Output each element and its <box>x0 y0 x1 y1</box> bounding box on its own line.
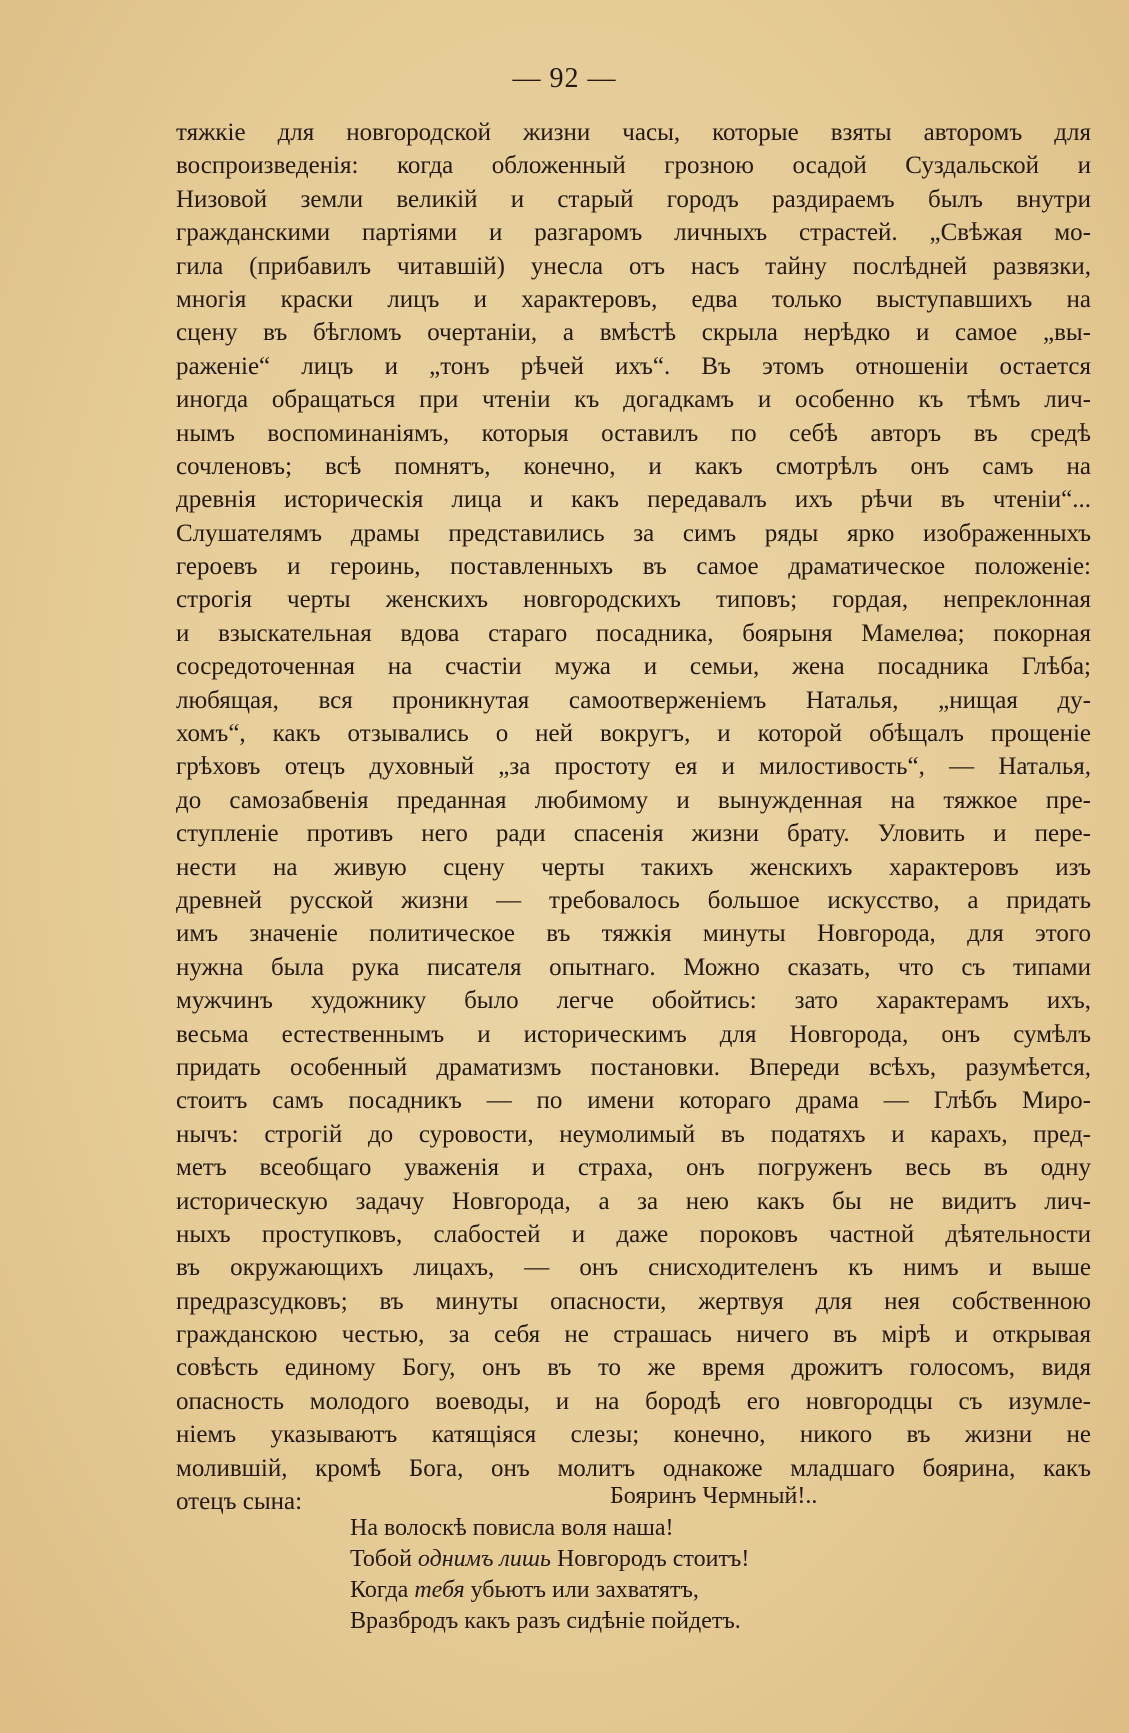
text-line: гражданскою честью, за себя не страшась ничего въ мірѣ и открывая <box>176 1321 1091 1349</box>
text-line: стоитъ самъ посадникъ — по имени котораго драма — Глѣбъ Миро- <box>176 1087 1091 1115</box>
text-line: имъ значеніе политическое въ тяжкія минуты Новгорода, для этого <box>176 920 1091 948</box>
text-line: гражданскими партіями и разгаромъ личныхъ страстей. „Свѣжая мо- <box>176 219 1091 247</box>
text-line: грѣховъ отецъ духовный „за простоту ея и милостивость“, — Наталья, <box>176 753 1091 781</box>
text-line: нужна была рука писателя опытнаго. Можно сказать, что съ типами <box>176 953 1091 981</box>
text-line: Слушателямъ драмы представились за симъ ряды ярко изображенныхъ <box>176 519 1091 547</box>
text-line: гила (прибавилъ читавшій) унесла отъ насъ тайну послѣдней развязки, <box>176 252 1091 280</box>
text-line: придать особенный драматизмъ постановки. Впереди всѣхъ, разумѣется, <box>176 1053 1091 1081</box>
text-line: воспроизведенія: когда обложенный грозною осадой Суздальской и <box>176 152 1091 180</box>
verse-line <box>350 1544 910 1575</box>
text-line: древнія историческія лица и какъ передавалъ ихъ рѣчи въ чтеніи“... <box>176 486 1091 514</box>
text-line: Низовой земли великій и старый городъ раздираемъ былъ внутри <box>176 185 1091 213</box>
text-line: ніемъ указываютъ катящіяся слезы; конечно, никого въ жизни не <box>176 1421 1091 1449</box>
text-line: нычъ: строгій до суровости, неумолимый въ податяхъ и карахъ, пред- <box>176 1120 1091 1148</box>
text-line: до самозабвенія преданная любимому и вынужденная на тяжкое пре- <box>176 786 1091 814</box>
text-line: метъ всеобщаго уваженія и страха, онъ погруженъ весь въ одну <box>176 1154 1091 1182</box>
verse-text: Новгородъ стоитъ! <box>550 1546 750 1572</box>
text-line: тяжкіе для новгородской жизни часы, которые взяты авторомъ для <box>176 119 1091 146</box>
text-line: совѣсть единому Богу, онъ въ то же время дрожитъ голосомъ, видя <box>176 1354 1091 1382</box>
page-number: — 92 — <box>512 63 617 94</box>
verse-line: На волоскѣ повисла воля наша! <box>350 1515 674 1541</box>
text-line: историческую задачу Новгорода, а за нею какъ бы не видитъ лич- <box>176 1187 1091 1215</box>
text-line: нымъ воспоминаніямъ, которыя оставилъ по себѣ авторъ въ средѣ <box>176 419 1091 447</box>
text-line: иногда обращаться при чтеніи къ догадкамъ и особенно къ тѣмъ лич- <box>176 386 1091 414</box>
text-line: въ окружающихъ лицахъ, — онъ снисходителенъ къ нимъ и выше <box>176 1254 1091 1282</box>
text-line: весьма естественнымъ и историческимъ для Новгорода, онъ сумѣлъ <box>176 1020 1091 1048</box>
verse-text: Когда <box>350 1577 415 1603</box>
text-line: раженіе“ лицъ и „тонъ рѣчей ихъ“. Въ этомъ отношеніи остается <box>176 352 1091 380</box>
text-line: строгія черты женскихъ новгородскихъ типовъ; гордая, непреклонная <box>176 586 1091 614</box>
text-line: мужчинъ художнику было легче обойтись: зато характерамъ ихъ, <box>176 987 1091 1015</box>
text-line: опасность молодого воеводы, и на бородѣ его новгородцы съ изумле- <box>176 1387 1091 1415</box>
verse-emphasis: однимъ лишь <box>417 1546 551 1572</box>
verse-emphasis: тебя <box>414 1577 465 1603</box>
verse-speaker: Бояринъ Чермный!.. <box>610 1483 818 1509</box>
verse-line <box>350 1575 910 1606</box>
text-line: многія краски лицъ и характеровъ, едва только выступавшихъ на <box>176 285 1091 313</box>
text-line: предразсудковъ; въ минуты опасности, жертвуя для нея собственною <box>176 1287 1091 1315</box>
text-line: молившій, кромѣ Бога, онъ молитъ однакоже младшаго боярина, какъ <box>176 1454 1091 1482</box>
verse-text: убьютъ или захватятъ, <box>464 1577 699 1603</box>
verse-quote <box>350 1480 910 1637</box>
text-line: древней русской жизни — требовалось большое искусство, а придать <box>176 886 1091 914</box>
text-line: сосредоточенная на счастіи мужа и семьи, жена посадника Глѣба; <box>176 653 1091 681</box>
body-text <box>176 116 1091 1518</box>
text-line: отецъ сына: <box>176 1488 303 1516</box>
verse-line: Вразбродъ какъ разъ сидѣніе пойдетъ. <box>350 1608 741 1634</box>
text-line: ныхъ проступковъ, слабостей и даже пороковъ частной дѣятельности <box>176 1220 1091 1248</box>
text-line: героевъ и героинь, поставленныхъ въ самое драматическое положеніе: <box>176 553 1091 581</box>
text-line: ступленіе противъ него ради спасенія жизни брату. Уловить и пере- <box>176 820 1091 848</box>
text-line: сцену въ бѣгломъ очертаніи, а вмѣстѣ скрыла нерѣдко и самое „вы- <box>176 319 1091 347</box>
text-line: любящая, вся проникнутая самоотверженіемъ Наталья, „нищая ду- <box>176 686 1091 714</box>
verse-text: Тобой <box>350 1546 418 1572</box>
text-line: сочленовъ; всѣ помнятъ, конечно, и какъ смотрѣлъ онъ самъ на <box>176 452 1091 480</box>
text-line: и взыскательная вдова стараго посадника, боярыня Мамелѳа; покорная <box>176 619 1091 647</box>
text-line: нести на живую сцену черты такихъ женскихъ характеровъ изъ <box>176 853 1091 881</box>
text-line: хомъ“, какъ отзывались о ней вокругъ, и которой обѣщалъ прощеніе <box>176 720 1091 748</box>
